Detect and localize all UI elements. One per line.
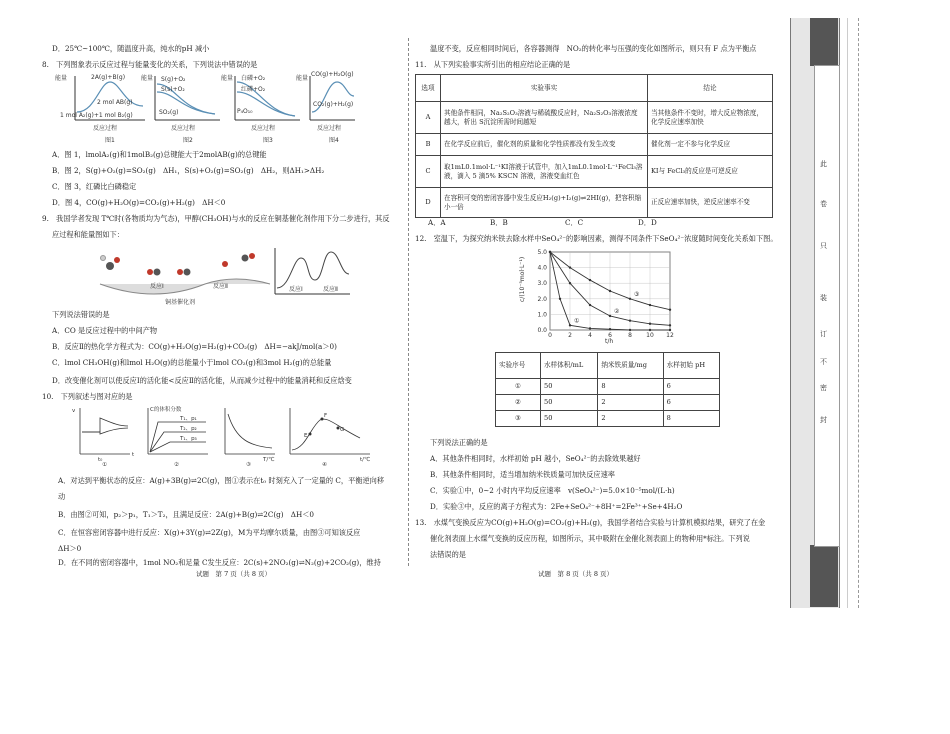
q9-mechanism-figure: [95, 244, 355, 306]
data-point: [669, 309, 671, 311]
binding-char: 只: [820, 242, 827, 250]
tick-label: t₀: [98, 457, 103, 463]
data-point: [569, 324, 571, 326]
binding-char: 不: [820, 358, 827, 366]
fig-caption: ②: [174, 462, 179, 466]
data-point: [609, 315, 611, 317]
reaction-label: 反应Ⅱ: [213, 283, 228, 290]
data-point: [629, 329, 631, 331]
q8-option-d: D．图 4，CO(g)+H₂O(g)=CO₂(g)+H₂(g) ΔH＜0: [52, 198, 226, 207]
data-point: [649, 304, 651, 306]
label: 白磷+O₂: [241, 75, 266, 82]
label: S(g)+O₂: [161, 76, 186, 83]
molecule: [101, 256, 106, 261]
cell: ③: [496, 411, 541, 427]
cell: 2: [598, 411, 663, 427]
binding-dark-block-bottom: [810, 545, 838, 607]
y-tick-label: 4.0: [537, 264, 547, 272]
label: 1 mol A₂(g)+1 mol B₂(g): [60, 112, 133, 119]
series-label: ①: [574, 317, 580, 325]
fig-caption: 图3: [263, 137, 273, 144]
curve: [228, 414, 272, 448]
cell: C: [416, 156, 441, 188]
q8-option-b: B．图 2，S(g)+O₂(g)=SO₂(g) ΔH₁，S(s)+O₂(g)=SO₂(g) ΔH₂，则ΔH₁>ΔH₂: [52, 166, 325, 175]
q9-stem-line1: 9. 我国学者发现 T℃时(各物质均为气态)，甲醇(CH₃OH)与水的反应在铜基催化剂作用下分二步进行，其反: [42, 214, 390, 223]
q12-stem: 12. 室温下，为探究纳米铁去除水样中SeO₄²⁻的影响因素，测得不同条件下SeO₄²⁻浓度随时间变化关系如下图。: [415, 234, 778, 243]
x-tick-label: 8: [628, 332, 632, 339]
data-point: [569, 266, 571, 268]
fig-caption: 图1: [105, 137, 115, 144]
reaction-label: 反应Ⅰ: [150, 283, 164, 290]
q10-option-a-line1: A．对达到平衡状态的反应：A(g)+3B(g)⇌2C(g)，图①表示在t₀ 时刻充入了一定量的 C，平衡逆向移: [58, 476, 385, 485]
axis-label: 反应过程: [251, 125, 276, 132]
legend: T₁、p₃: [180, 436, 197, 442]
header-cell: 水样初始 pH: [663, 353, 719, 379]
data-point: [609, 328, 611, 330]
q7-option-d: D．25℃~100℃，随温度升高，纯水的pH 减小: [52, 44, 210, 53]
table-row: [416, 188, 773, 218]
label: 2 mol AB(g): [97, 99, 133, 106]
table-row: [416, 156, 773, 188]
q11-option-b: B．B: [490, 218, 508, 227]
q9-ask: 下列说法错误的是: [52, 310, 110, 319]
fig-caption: 图2: [183, 137, 193, 144]
data-point: [649, 323, 651, 325]
cell: 正反应速率加快，逆反应速率不变: [648, 188, 773, 218]
left-page: [0, 0, 408, 734]
q12-option-d: D．实验③中，反应的离子方程式为：2Fe+SeO₄²⁻+8H⁺=2Fe³⁺+Se+4H₂O: [430, 502, 683, 511]
label: 红磷+O₂: [241, 86, 266, 93]
q13-line2: 催化剂表面上水煤气变换的反应历程，如图所示，其中吸附在金催化剂表面上的物种用*标注。下列说: [430, 534, 750, 543]
reaction-label: 反应Ⅰ: [289, 286, 303, 293]
cell: 取1mL0.1mol·L⁻¹KI溶液于试管中，加入1mL0.1mol·L⁻¹FeCl₃溶液，滴入 5 滴5% KSCN 溶液，溶液变血红色: [441, 156, 648, 188]
catalyst-surface: [100, 279, 270, 294]
table-row: [496, 395, 720, 411]
ticks-group: [537, 249, 674, 339]
label: P₄O₁₀: [237, 108, 253, 115]
data-point: [589, 304, 591, 306]
cell: 当其他条件不变时，增大反应物浓度，化学反应速率加快: [648, 102, 773, 134]
point-label: E: [304, 433, 308, 439]
cell: 50: [541, 379, 598, 395]
cell: B: [416, 134, 441, 156]
q13-line1: 13. 水煤气变换反应为CO(g)+H₂O(g)=CO₂(g)+H₂(g)，我国学者结合实验与计算机模拟结果，研究了在金: [415, 518, 766, 527]
molecule: [242, 255, 249, 262]
reaction-label: 反应Ⅱ: [323, 286, 338, 293]
cell: D: [416, 188, 441, 218]
molecule: [249, 253, 255, 259]
cell: 6: [663, 395, 719, 411]
point-e: [309, 433, 312, 436]
axis-label: T/℃: [263, 457, 275, 463]
energy-label: 能量: [296, 75, 309, 82]
x-axis-label: t/h: [605, 338, 614, 344]
x-tick-label: 10: [646, 332, 654, 339]
y-tick-label: 5.0: [537, 249, 547, 256]
q11-option-c: C．C: [565, 218, 584, 227]
x-tick-label: 6: [608, 332, 612, 339]
energy-label: 能量: [221, 75, 234, 82]
cell: 催化剂一定不参与化学反应: [648, 134, 773, 156]
legend: T₂、p₂: [180, 426, 197, 432]
axis-label: 反应过程: [171, 125, 196, 132]
label: S(s)+O₂: [161, 86, 185, 93]
fig-caption: 图4: [329, 137, 339, 144]
q12-table: [495, 352, 720, 427]
data-point: [609, 290, 611, 292]
q9-option-b: B．反应Ⅱ的热化学方程式为：CO(g)+H₂O(g)=H₂(g)+CO₂(g) ΔH=−akJ/mol(a＞0): [52, 342, 337, 351]
q8-stem: 8. 下列图象表示反应过程与能量变化的关系，下列说法中错误的是: [42, 60, 258, 69]
point-label: F: [324, 413, 328, 419]
cell: ②: [496, 395, 541, 411]
cell: 6: [663, 379, 719, 395]
data-point: [559, 298, 561, 300]
x-tick-label: 0: [548, 332, 552, 339]
q10-option-c-line1: C．在恒容密闭容器中进行反应：X(g)+3Y(g)⇌2Z(g)，M为平均摩尔质量，由图③可知该反应: [58, 528, 361, 537]
molecule: [106, 262, 114, 270]
cell: 50: [541, 411, 598, 427]
table-header: [416, 75, 773, 102]
q9-option-d: D．改变催化剂可以使反应Ⅰ的活化能<反应Ⅱ的活化能，从而减少过程中的能量消耗和反应焓变: [52, 376, 352, 385]
q11-table: [415, 74, 773, 218]
cell: ①: [496, 379, 541, 395]
data-point: [589, 279, 591, 281]
header-cell: 实验序号: [496, 353, 541, 379]
q10-option-c-line2: ΔH＞0: [58, 544, 82, 553]
axis-label: 反应过程: [317, 125, 342, 132]
table-row: [496, 379, 720, 395]
energy-label: 能量: [55, 75, 68, 82]
q11-option-a: A．A: [428, 218, 446, 227]
binding-char: 密: [820, 384, 827, 392]
q8-energy-figures: [55, 70, 355, 146]
header-cell: 选项: [416, 75, 441, 102]
q8-option-a: A．图 1，lmolA₂(g)和1molB₂(g)总键能大于2molAB(g)的总键能: [52, 150, 267, 159]
energy-curve: [277, 252, 349, 288]
catalyst-label: 铜基催化剂: [165, 299, 196, 306]
cell: 50: [541, 395, 598, 411]
cell: A: [416, 102, 441, 134]
fig-caption: ④: [322, 462, 327, 466]
curve: [292, 419, 360, 450]
data-point: [589, 327, 591, 329]
cell: 8: [598, 379, 663, 395]
q10-option-d: D．在不同的密闭容器中，1mol NO₂和足量 C发生反应：2C(s)+2NO₂(g)⇌N₂(g)+2CO₂(g)，维持: [58, 558, 381, 567]
binding-line: [847, 18, 848, 608]
axis-label: 反应过程: [93, 125, 118, 132]
data-point: [669, 329, 671, 331]
label: SO₂(g): [159, 109, 179, 116]
x-tick-label: 4: [588, 332, 592, 339]
binding-char: 封: [820, 416, 827, 424]
fig-caption: ①: [102, 462, 107, 466]
header-cell: 纳米铁质量/mg: [598, 353, 663, 379]
series-label: ②: [614, 307, 620, 315]
binding-dark-block-top: [810, 18, 838, 66]
q8-option-c: C．图 3，红磷比白磷稳定: [52, 182, 137, 191]
molecule: [222, 261, 228, 267]
y-tick-label: 1.0: [537, 311, 547, 319]
y-axis-label: c/(10⁻⁵mol·L⁻¹): [519, 256, 526, 302]
cell: 在化学反应前后，催化剂的质量和化学性质都没有发生改变: [441, 134, 648, 156]
molecule: [147, 269, 153, 275]
binding-char: 卷: [820, 200, 827, 208]
energy-label: 能量: [141, 75, 154, 82]
fig-caption: ③: [246, 462, 251, 466]
q9-option-c: C．lmol CH₃OH(g)和lmol H₂O(g)的总能量小于lmol CO₂(g)和3mol H₂(g)的总能量: [52, 358, 332, 367]
axis-label: t: [132, 452, 135, 458]
data-point: [549, 251, 551, 253]
legend: T₁、p₁: [180, 416, 197, 422]
y-tick-label: 0.0: [537, 327, 547, 334]
y-tick-label: 3.0: [537, 280, 547, 288]
y-tick-label: 2.0: [537, 295, 547, 303]
q10-figures: [70, 404, 380, 466]
page-footer: 试题 第 8 页（共 8 页）: [538, 570, 614, 578]
axis-label: C的体积分数: [150, 407, 182, 413]
q11-stem: 11. 从下列实验事实所引出的相应结论正确的是: [415, 60, 571, 69]
q10-continued: 温度不变，反应相同时间后，各容器测得 NO₂的转化率与压强的变化如图所示，则只有 F 点为平衡点: [430, 44, 757, 53]
table-header: [496, 353, 720, 379]
curve: [82, 418, 128, 432]
cell: 8: [663, 411, 719, 427]
data-point: [629, 319, 631, 321]
page-footer: 试题 第 7 页（共 8 页）: [196, 570, 272, 578]
data-point: [569, 282, 571, 284]
axis-label: v: [72, 408, 76, 414]
data-point: [669, 324, 671, 326]
molecule: [177, 269, 183, 275]
binding-char: 订: [820, 330, 827, 338]
table-row: [416, 134, 773, 156]
point-label: G: [340, 427, 345, 433]
data-point: [649, 329, 651, 331]
right-page: [410, 0, 788, 734]
molecule: [184, 269, 191, 276]
binding-char: 此: [820, 160, 827, 168]
x-tick-label: 12: [666, 332, 674, 339]
q11-option-d: D．D: [638, 218, 657, 227]
label: 2A(g)+B(g): [91, 74, 126, 81]
x-tick-label: 2: [568, 332, 572, 339]
cell: 2: [598, 395, 663, 411]
binding-strip: [814, 65, 840, 547]
q10-stem: 10. 下列叙述与图对应的是: [42, 392, 133, 401]
q9-stem-line2: 应过程和能量图如下：: [52, 230, 124, 239]
label: CO(g)+H₂O(g): [311, 71, 354, 78]
molecule: [114, 257, 120, 263]
table-row: [416, 102, 773, 134]
q12-option-c: C．实验①中，0~2 小时内平均反应速率 v(SeO₄²⁻)=5.0×10⁻⁵mol/(L·h): [430, 486, 675, 495]
cell: KI与 FeCl₃的反应是可逆反应: [648, 156, 773, 188]
curve: [82, 428, 128, 434]
q12-concentration-chart: [510, 244, 680, 344]
table-row: [496, 411, 720, 427]
binding-char: 装: [820, 294, 827, 302]
cell: 在容积可变的密闭容器中发生反应H₂(g)+I₂(g)⇌2HI(g)，把容积缩小一倍: [441, 188, 648, 218]
curve: [77, 82, 143, 112]
tear-line: [858, 18, 859, 608]
q12-option-a: A．其他条件相同时，水样初始 pH 越小，SeO₄²⁻的去除效果越好: [430, 454, 641, 463]
molecule: [154, 269, 161, 276]
header-cell: 结论: [648, 75, 773, 102]
q10-option-b: B．由图②可知，p₂＞p₁，T₁＞T₂，且满足反应：2A(g)+B(g)⇌2C(g) ΔH＜0: [58, 510, 314, 519]
q10-option-a-line2: 动: [58, 492, 66, 501]
header-cell: 实验事实: [441, 75, 648, 102]
q9-option-a: A．CO 是反应过程中的中间产物: [52, 326, 158, 335]
data-point: [629, 298, 631, 300]
q12-option-b: B．其他条件相同时，适当增加纳米铁质量可加快反应速率: [430, 470, 615, 479]
q12-ask: 下列说法正确的是: [430, 438, 488, 447]
column-divider: [408, 38, 409, 566]
series-label: ③: [634, 290, 640, 298]
curve: [150, 442, 206, 452]
label: CO₂(g)+H₂(g): [313, 101, 354, 108]
header-cell: 水样体积/mL: [541, 353, 598, 379]
axis-label: t/℃: [360, 457, 371, 463]
q13-line3: 法错误的是: [430, 550, 466, 559]
cell: 其他条件相同，Na₂S₂O₃溶液与稀硫酸反应时，Na₂S₂O₃溶液浓度越大，析出 S沉淀所需时间越短: [441, 102, 648, 134]
